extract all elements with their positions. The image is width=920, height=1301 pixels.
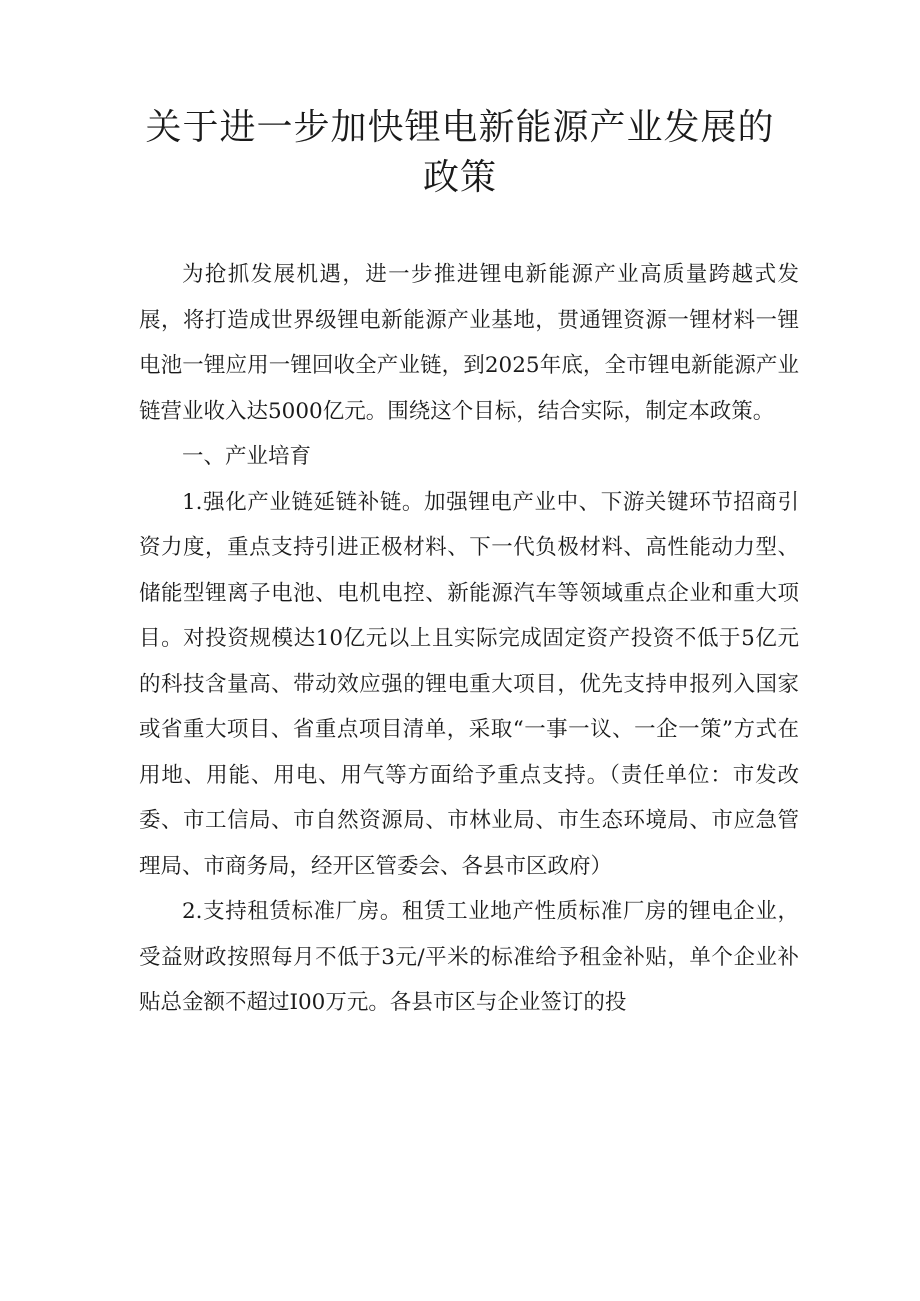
intro-paragraph: 为抢抓发展机遇，进一步推进锂电新能源产业高质量跨越式发展，将打造成世界级锂电新能源产业基地，贯通锂资源一锂材料一锂电池一锂应用一锂回收全产业链，到2025年底，全市锂电新能源产业链营业收入达5000亿元。围绕这个目标，结合实际，制定本政策。 bbox=[139, 262, 799, 424]
section-heading-industry-cultivation: 一、产业培育 bbox=[182, 444, 312, 469]
policy-item-2: 2.支持租赁标准厂房。租赁工业地产性质标准厂房的锂电企业，受益财政按照每月不低于3元/平米的标准给予租金补贴，单个企业补贴总金额不超过I00万元。各县市区与企业签订的投 bbox=[139, 899, 799, 1015]
document-body bbox=[139, 252, 799, 1026]
policy-item-1: 1.强化产业链延链补链。加强锂电产业中、下游关键环节招商引资力度，重点支持引进正极材料、下一代负极材料、高性能动力型、储能型锂离子电池、电机电控、新能源汽车等领域重点企业和重大项目。对投资规模达10亿元以上且实际完成固定资产投资不低于5亿元的科技含量高、带动效应强的锂电重大项目，优先支持申报列入国家或省重大项目、省重点项目清单，采取“一事一议、一企一策”方式在用地、用能、用电、用气等方面给予重点支持。（责任单位：市发改委、市工信局、市自然资源局、市林业局、市生态环境局、市应急管理局、市商务局，经开区管委会、各县市区政府） bbox=[139, 489, 799, 879]
document-title: 关于进一步加快锂电新能源产业发展的政策 bbox=[145, 107, 775, 198]
